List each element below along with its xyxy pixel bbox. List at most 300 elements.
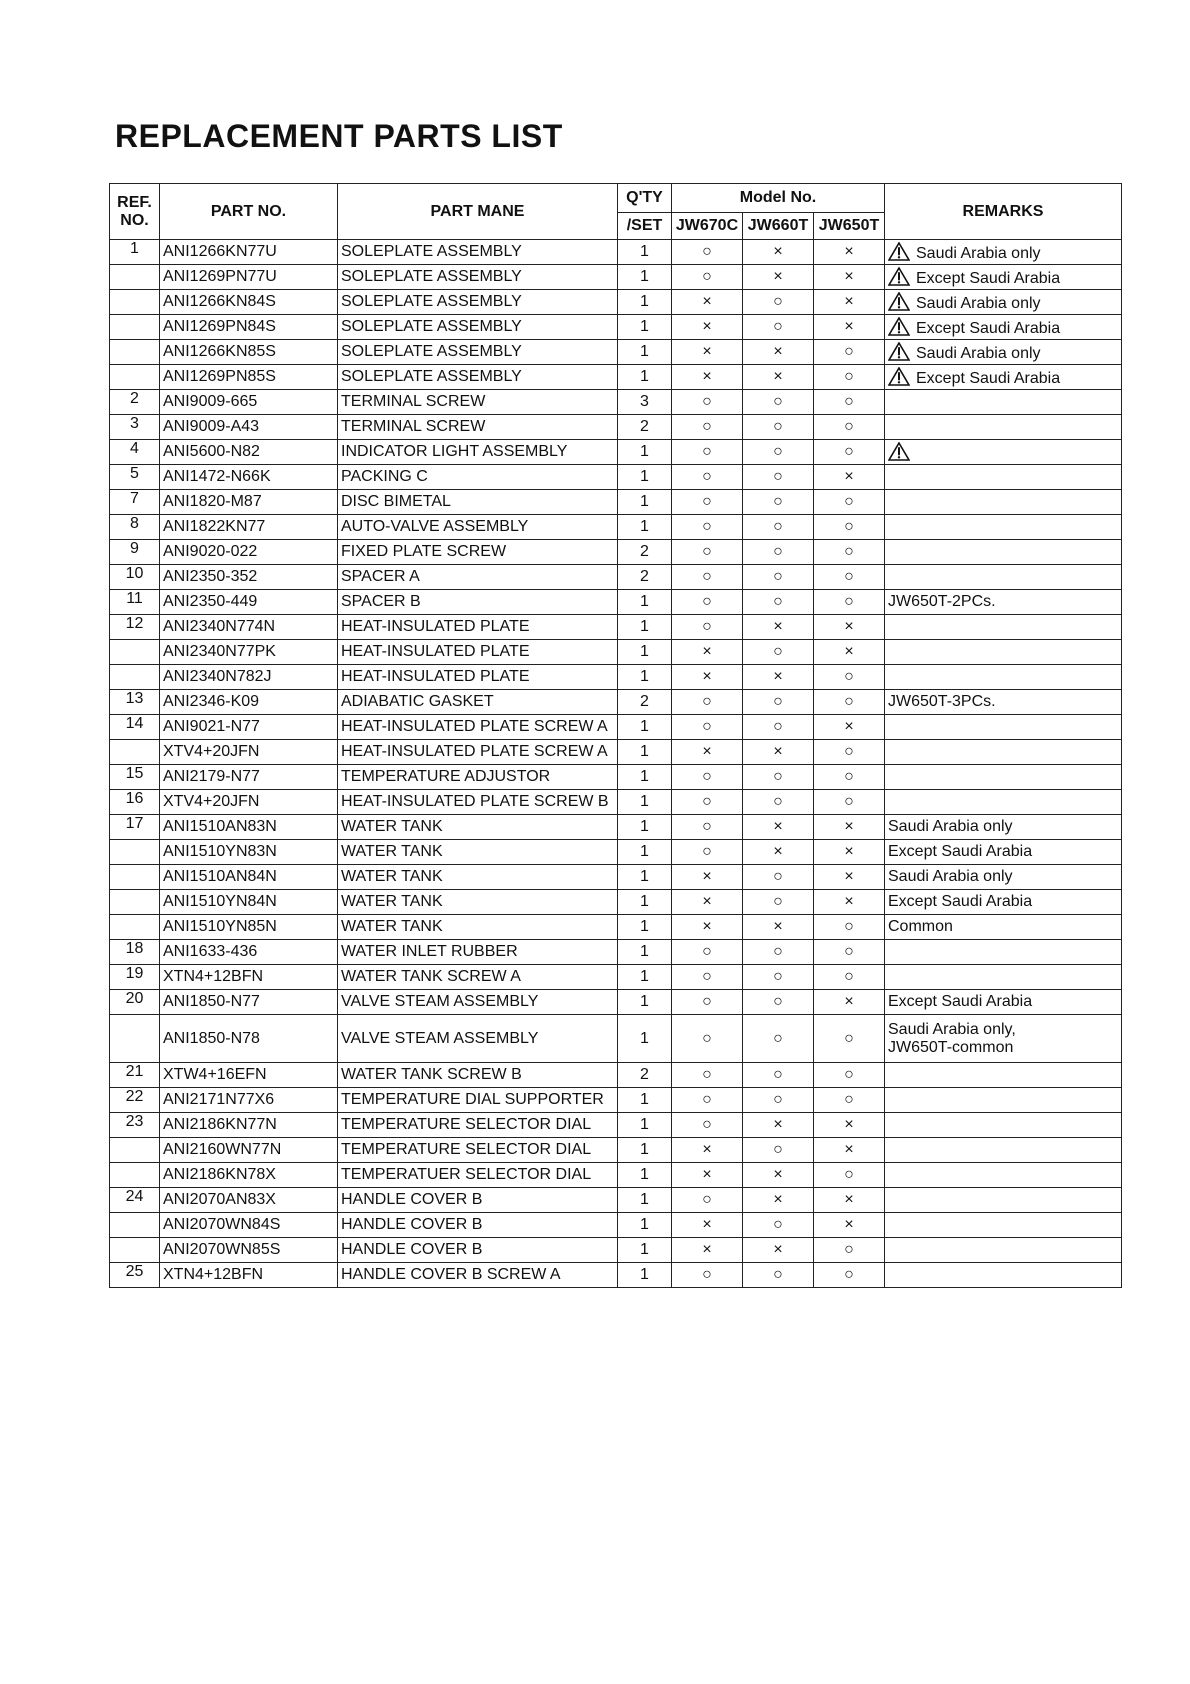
ref-no-cell: 24 bbox=[110, 1188, 160, 1213]
qty-cell: 1 bbox=[618, 940, 672, 965]
table-row bbox=[110, 690, 1122, 715]
qty-cell: 1 bbox=[618, 1263, 672, 1288]
part-name-cell: AUTO-VALVE ASSEMBLY bbox=[338, 515, 618, 540]
model-jw650t-cell: ○ bbox=[814, 765, 885, 790]
ref-no-cell: 10 bbox=[110, 565, 160, 590]
part-name-cell: FIXED PLATE SCREW bbox=[338, 540, 618, 565]
model-jw670c-cell: ○ bbox=[672, 840, 743, 865]
part-no-cell: XTV4+20JFN bbox=[160, 790, 338, 815]
part-name-cell: SOLEPLATE ASSEMBLY bbox=[338, 340, 618, 365]
part-name-cell: SOLEPLATE ASSEMBLY bbox=[338, 290, 618, 315]
table-row bbox=[110, 1163, 1122, 1188]
part-no-cell: ANI2346-K09 bbox=[160, 690, 338, 715]
remarks-text: Saudi Arabia only bbox=[916, 294, 1041, 312]
table-row bbox=[110, 440, 1122, 465]
model-jw670c-cell: ○ bbox=[672, 1113, 743, 1138]
qty-cell: 1 bbox=[618, 440, 672, 465]
ref-no-cell bbox=[110, 315, 160, 340]
model-jw650t-cell: × bbox=[814, 815, 885, 840]
part-no-cell: ANI9009-665 bbox=[160, 390, 338, 415]
table-row bbox=[110, 315, 1122, 340]
part-no-cell: ANI1472-N66K bbox=[160, 465, 338, 490]
ref-no-cell bbox=[110, 1213, 160, 1238]
warning-triangle-icon bbox=[888, 442, 910, 463]
model-jw650t-cell: ○ bbox=[814, 690, 885, 715]
part-name-cell: TEMPERATURE SELECTOR DIAL bbox=[338, 1113, 618, 1138]
part-no-cell: ANI1266KN84S bbox=[160, 290, 338, 315]
model-jw660t-cell: ○ bbox=[743, 940, 814, 965]
part-no-cell: ANI2171N77X6 bbox=[160, 1088, 338, 1113]
remarks-cell bbox=[885, 1163, 1122, 1188]
ref-no-cell: 20 bbox=[110, 990, 160, 1015]
part-no-header: PART NO. bbox=[160, 184, 338, 240]
model-jw670c-cell: × bbox=[672, 340, 743, 365]
part-no-cell: ANI1269PN77U bbox=[160, 265, 338, 290]
model-jw660t-cell: ○ bbox=[743, 865, 814, 890]
part-no-cell: XTN4+12BFN bbox=[160, 1263, 338, 1288]
model-jw670c-cell: ○ bbox=[672, 265, 743, 290]
part-no-cell: ANI2186KN78X bbox=[160, 1163, 338, 1188]
parts-table bbox=[109, 183, 1122, 1288]
part-name-cell: TEMPERATUER SELECTOR DIAL bbox=[338, 1163, 618, 1188]
ref-no-cell: 25 bbox=[110, 1263, 160, 1288]
table-row bbox=[110, 415, 1122, 440]
part-name-cell: TEMPERATURE SELECTOR DIAL bbox=[338, 1138, 618, 1163]
part-no-cell: ANI5600-N82 bbox=[160, 440, 338, 465]
part-no-cell: ANI2340N77PK bbox=[160, 640, 338, 665]
remarks-cell bbox=[885, 690, 1122, 715]
part-name-cell: SOLEPLATE ASSEMBLY bbox=[338, 265, 618, 290]
model-jw660t-cell: ○ bbox=[743, 715, 814, 740]
model-jw660t-cell: ○ bbox=[743, 1263, 814, 1288]
part-name-cell: WATER TANK bbox=[338, 815, 618, 840]
model-jw670c-cell: × bbox=[672, 865, 743, 890]
model-jw660t-cell: ○ bbox=[743, 990, 814, 1015]
part-no-cell: ANI2070WN85S bbox=[160, 1238, 338, 1263]
model-jw650t-cell: ○ bbox=[814, 390, 885, 415]
model-jw660t-cell: ○ bbox=[743, 540, 814, 565]
part-name-cell: WATER INLET RUBBER bbox=[338, 940, 618, 965]
model-jw650t-cell: ○ bbox=[814, 1015, 885, 1063]
qty-cell: 1 bbox=[618, 765, 672, 790]
model-jw660t-cell: ○ bbox=[743, 1213, 814, 1238]
model-jw670c-cell: ○ bbox=[672, 940, 743, 965]
qty-cell: 1 bbox=[618, 640, 672, 665]
part-name-cell: SOLEPLATE ASSEMBLY bbox=[338, 240, 618, 265]
table-row bbox=[110, 1263, 1122, 1288]
part-no-cell: ANI1266KN85S bbox=[160, 340, 338, 365]
model-jw670c-cell: ○ bbox=[672, 1063, 743, 1088]
ref-header-line2: NO. bbox=[120, 211, 149, 229]
model-jw650t-cell: ○ bbox=[814, 790, 885, 815]
ref-no-cell: 3 bbox=[110, 415, 160, 440]
ref-no-cell: 19 bbox=[110, 965, 160, 990]
warning-triangle-icon bbox=[888, 317, 910, 338]
model-jw650t-cell: × bbox=[814, 465, 885, 490]
part-name-cell: HANDLE COVER B bbox=[338, 1188, 618, 1213]
ref-no-cell: 16 bbox=[110, 790, 160, 815]
qty-cell: 1 bbox=[618, 340, 672, 365]
table-row bbox=[110, 290, 1122, 315]
remarks-text: Common bbox=[888, 918, 953, 935]
ref-no-cell: 23 bbox=[110, 1113, 160, 1138]
part-no-cell: ANI9020-022 bbox=[160, 540, 338, 565]
ref-no-cell: 14 bbox=[110, 715, 160, 740]
ref-no-cell: 13 bbox=[110, 690, 160, 715]
remarks-cell bbox=[885, 965, 1122, 990]
part-name-cell: WATER TANK bbox=[338, 865, 618, 890]
part-name-cell: DISC BIMETAL bbox=[338, 490, 618, 515]
qty-cell: 1 bbox=[618, 1188, 672, 1213]
model-jw660t-cell: ○ bbox=[743, 315, 814, 340]
table-row bbox=[110, 1113, 1122, 1138]
remarks-cell bbox=[885, 1263, 1122, 1288]
model-jw660t-cell: × bbox=[743, 1113, 814, 1138]
model-jw660t-cell: ○ bbox=[743, 490, 814, 515]
ref-no-cell bbox=[110, 1238, 160, 1263]
remarks-cell bbox=[885, 515, 1122, 540]
qty-cell: 1 bbox=[618, 1088, 672, 1113]
qty-cell: 1 bbox=[618, 865, 672, 890]
table-row bbox=[110, 990, 1122, 1015]
qty-cell: 1 bbox=[618, 665, 672, 690]
model-jw650t-cell: ○ bbox=[814, 1263, 885, 1288]
ref-no-cell: 18 bbox=[110, 940, 160, 965]
ref-no-cell: 21 bbox=[110, 1063, 160, 1088]
part-no-cell: ANI2186KN77N bbox=[160, 1113, 338, 1138]
model-jw650t-cell: ○ bbox=[814, 915, 885, 940]
part-no-cell: ANI1510YN84N bbox=[160, 890, 338, 915]
remarks-cell bbox=[885, 590, 1122, 615]
model-jw660t-cell: ○ bbox=[743, 290, 814, 315]
table-row bbox=[110, 565, 1122, 590]
qty-cell: 1 bbox=[618, 1163, 672, 1188]
ref-no-cell bbox=[110, 1015, 160, 1063]
table-row bbox=[110, 615, 1122, 640]
model-jw670c-cell: × bbox=[672, 1138, 743, 1163]
remarks-cell bbox=[885, 1213, 1122, 1238]
model-jw670c-cell: ○ bbox=[672, 240, 743, 265]
remarks-cell bbox=[885, 315, 1122, 340]
qty-cell: 2 bbox=[618, 415, 672, 440]
qty-header-bottom: /SET bbox=[618, 213, 672, 240]
qty-cell: 1 bbox=[618, 890, 672, 915]
part-no-cell: ANI1510YN83N bbox=[160, 840, 338, 865]
part-no-cell: ANI2350-352 bbox=[160, 565, 338, 590]
model-jw670c-cell: × bbox=[672, 365, 743, 390]
table-row bbox=[110, 540, 1122, 565]
qty-cell: 1 bbox=[618, 315, 672, 340]
model-jw660t-cell: × bbox=[743, 1238, 814, 1263]
model-jw670c-cell: ○ bbox=[672, 1015, 743, 1063]
qty-cell: 1 bbox=[618, 1015, 672, 1063]
table-row bbox=[110, 665, 1122, 690]
model-jw650t-cell: ○ bbox=[814, 740, 885, 765]
model-jw670c-cell: ○ bbox=[672, 1263, 743, 1288]
part-no-cell: ANI1850-N77 bbox=[160, 990, 338, 1015]
part-no-cell: ANI1269PN85S bbox=[160, 365, 338, 390]
model-jw650t-cell: × bbox=[814, 1213, 885, 1238]
remarks-cell bbox=[885, 790, 1122, 815]
model-jw660t-cell: × bbox=[743, 740, 814, 765]
ref-no-cell bbox=[110, 340, 160, 365]
model-jw660t-cell: ○ bbox=[743, 565, 814, 590]
model-jw660t-cell: × bbox=[743, 240, 814, 265]
ref-no-cell bbox=[110, 365, 160, 390]
warning-triangle-icon bbox=[888, 292, 910, 313]
qty-cell: 1 bbox=[618, 1238, 672, 1263]
table-row bbox=[110, 815, 1122, 840]
remarks-cell bbox=[885, 1015, 1122, 1063]
model-jw660t-cell: ○ bbox=[743, 1063, 814, 1088]
ref-no-cell bbox=[110, 1138, 160, 1163]
remarks-cell bbox=[885, 415, 1122, 440]
model-jw650t-cell: × bbox=[814, 715, 885, 740]
table-row bbox=[110, 1015, 1122, 1063]
model-jw650t-cell: × bbox=[814, 315, 885, 340]
model-jw650t-cell: × bbox=[814, 640, 885, 665]
warning-triangle-icon bbox=[888, 342, 910, 363]
table-row bbox=[110, 365, 1122, 390]
qty-cell: 1 bbox=[618, 1113, 672, 1138]
model-jw670c-cell: ○ bbox=[672, 390, 743, 415]
model-jw660t-cell: × bbox=[743, 365, 814, 390]
part-name-cell: SPACER B bbox=[338, 590, 618, 615]
warning-triangle-icon bbox=[888, 242, 910, 263]
remarks-text: Saudi Arabia only bbox=[916, 244, 1041, 262]
part-no-cell: ANI2070AN83X bbox=[160, 1188, 338, 1213]
model-jw650t-cell: ○ bbox=[814, 1063, 885, 1088]
model-jw670c-cell: ○ bbox=[672, 990, 743, 1015]
part-name-cell: WATER TANK SCREW A bbox=[338, 965, 618, 990]
table-row bbox=[110, 340, 1122, 365]
model-jw650t-cell: × bbox=[814, 265, 885, 290]
qty-cell: 1 bbox=[618, 240, 672, 265]
model-jw670c-cell: ○ bbox=[672, 440, 743, 465]
model-jw650t-cell: ○ bbox=[814, 590, 885, 615]
model-jw650t-cell: × bbox=[814, 1113, 885, 1138]
model-jw670c-cell: ○ bbox=[672, 540, 743, 565]
model-jw670c-cell: × bbox=[672, 915, 743, 940]
part-no-cell: ANI2350-449 bbox=[160, 590, 338, 615]
remarks-cell bbox=[885, 240, 1122, 265]
qty-cell: 1 bbox=[618, 365, 672, 390]
part-name-cell: HANDLE COVER B SCREW A bbox=[338, 1263, 618, 1288]
qty-cell: 1 bbox=[618, 740, 672, 765]
part-no-cell: ANI1510AN83N bbox=[160, 815, 338, 840]
model-jw650t-cell: × bbox=[814, 290, 885, 315]
table-row bbox=[110, 740, 1122, 765]
remarks-text: JW650T-2PCs. bbox=[888, 593, 996, 610]
qty-cell: 1 bbox=[618, 615, 672, 640]
ref-no-cell bbox=[110, 665, 160, 690]
model-jw670c-cell: × bbox=[672, 290, 743, 315]
model-jw650t-cell: × bbox=[814, 890, 885, 915]
part-no-cell: ANI2070WN84S bbox=[160, 1213, 338, 1238]
ref-no-cell: 1 bbox=[110, 240, 160, 265]
qty-cell: 1 bbox=[618, 590, 672, 615]
ref-no-header bbox=[110, 184, 160, 240]
table-row bbox=[110, 240, 1122, 265]
table-row bbox=[110, 915, 1122, 940]
part-no-cell: ANI1510YN85N bbox=[160, 915, 338, 940]
remarks-cell bbox=[885, 740, 1122, 765]
model-jw650t-cell: × bbox=[814, 240, 885, 265]
model-jw650t-cell: × bbox=[814, 1138, 885, 1163]
model-jw660t-cell: × bbox=[743, 665, 814, 690]
ref-no-cell: 22 bbox=[110, 1088, 160, 1113]
model-jw670c-cell: × bbox=[672, 665, 743, 690]
model-jw670c-cell: × bbox=[672, 890, 743, 915]
part-no-cell: ANI2340N774N bbox=[160, 615, 338, 640]
model-jw670c-cell: ○ bbox=[672, 565, 743, 590]
qty-cell: 2 bbox=[618, 540, 672, 565]
table-row bbox=[110, 465, 1122, 490]
qty-cell: 1 bbox=[618, 965, 672, 990]
part-name-cell: TEMPERATURE ADJUSTOR bbox=[338, 765, 618, 790]
model-jw650t-cell: ○ bbox=[814, 415, 885, 440]
part-name-cell: SOLEPLATE ASSEMBLY bbox=[338, 315, 618, 340]
remarks-text: JW650T-3PCs. bbox=[888, 693, 996, 710]
model-jw650t-cell: ○ bbox=[814, 365, 885, 390]
model-jw660t-cell: ○ bbox=[743, 390, 814, 415]
model-jw660t-cell: ○ bbox=[743, 690, 814, 715]
table-row bbox=[110, 390, 1122, 415]
table-row bbox=[110, 640, 1122, 665]
model-jw650t-cell: ○ bbox=[814, 490, 885, 515]
model-jw660t-cell: ○ bbox=[743, 1088, 814, 1113]
qty-cell: 2 bbox=[618, 690, 672, 715]
part-no-cell: ANI2160WN77N bbox=[160, 1138, 338, 1163]
remarks-cell bbox=[885, 490, 1122, 515]
part-name-cell: HEAT-INSULATED PLATE bbox=[338, 665, 618, 690]
model-jw660t-cell: ○ bbox=[743, 890, 814, 915]
qty-cell: 1 bbox=[618, 815, 672, 840]
part-no-cell: XTV4+20JFN bbox=[160, 740, 338, 765]
remarks-cell bbox=[885, 990, 1122, 1015]
part-name-cell: WATER TANK SCREW B bbox=[338, 1063, 618, 1088]
qty-cell: 3 bbox=[618, 390, 672, 415]
table-row bbox=[110, 1063, 1122, 1088]
model-jw670c-cell: ○ bbox=[672, 1188, 743, 1213]
model-jw670c-cell: ○ bbox=[672, 965, 743, 990]
remarks-cell bbox=[885, 1113, 1122, 1138]
model-jw650t-cell: ○ bbox=[814, 565, 885, 590]
remarks-header: REMARKS bbox=[885, 184, 1122, 240]
model-jw650t-cell: × bbox=[814, 1188, 885, 1213]
remarks-cell bbox=[885, 1238, 1122, 1263]
model-jw660t-cell: × bbox=[743, 1188, 814, 1213]
model-jw660t-cell: ○ bbox=[743, 965, 814, 990]
model-jw650t-cell: ○ bbox=[814, 665, 885, 690]
part-no-cell: ANI1822KN77 bbox=[160, 515, 338, 540]
model-jw660t-cell: × bbox=[743, 265, 814, 290]
model-jw660t-cell: × bbox=[743, 1163, 814, 1188]
qty-cell: 1 bbox=[618, 1138, 672, 1163]
remarks-cell bbox=[885, 915, 1122, 940]
qty-cell: 1 bbox=[618, 790, 672, 815]
remarks-text: Saudi Arabia only bbox=[888, 868, 1013, 885]
remarks-cell bbox=[885, 815, 1122, 840]
remarks-text: Except Saudi Arabia bbox=[916, 269, 1061, 287]
ref-no-cell bbox=[110, 290, 160, 315]
model-jw650t-cell: ○ bbox=[814, 1088, 885, 1113]
qty-cell: 1 bbox=[618, 265, 672, 290]
model-jw670c-cell: × bbox=[672, 1213, 743, 1238]
remarks-cell bbox=[885, 265, 1122, 290]
model-jw670c-cell: ○ bbox=[672, 1088, 743, 1113]
model-jw670c-cell: × bbox=[672, 640, 743, 665]
model-jw660t-cell: × bbox=[743, 915, 814, 940]
model-jw660t-cell: ○ bbox=[743, 1138, 814, 1163]
table-row bbox=[110, 1213, 1122, 1238]
table-row bbox=[110, 765, 1122, 790]
part-name-cell: WATER TANK bbox=[338, 890, 618, 915]
model-jw660t-cell: ○ bbox=[743, 790, 814, 815]
part-name-cell: TERMINAL SCREW bbox=[338, 415, 618, 440]
model-jw650t-cell: ○ bbox=[814, 515, 885, 540]
qty-header-top: Q'TY bbox=[618, 184, 672, 213]
ref-no-cell: 5 bbox=[110, 465, 160, 490]
qty-cell: 1 bbox=[618, 840, 672, 865]
part-name-cell: SPACER A bbox=[338, 565, 618, 590]
remarks-text: Except Saudi Arabia bbox=[888, 843, 1033, 860]
remarks-cell bbox=[885, 765, 1122, 790]
model-jw650t-cell: ○ bbox=[814, 540, 885, 565]
model-jw670c-cell: × bbox=[672, 740, 743, 765]
model-jw660t-cell: ○ bbox=[743, 440, 814, 465]
part-name-cell: HEAT-INSULATED PLATE SCREW A bbox=[338, 740, 618, 765]
qty-cell: 1 bbox=[618, 465, 672, 490]
qty-cell: 1 bbox=[618, 515, 672, 540]
ref-no-cell bbox=[110, 865, 160, 890]
model-jw660t-cell: ○ bbox=[743, 515, 814, 540]
model-jw660t-cell: ○ bbox=[743, 590, 814, 615]
part-no-cell: XTW4+16EFN bbox=[160, 1063, 338, 1088]
table-row bbox=[110, 1138, 1122, 1163]
part-no-cell: ANI2340N782J bbox=[160, 665, 338, 690]
remarks-cell bbox=[885, 290, 1122, 315]
model-jw650t-cell: × bbox=[814, 615, 885, 640]
table-row bbox=[110, 1088, 1122, 1113]
model-no-header: Model No. bbox=[672, 184, 885, 213]
table-row bbox=[110, 590, 1122, 615]
part-name-cell: SOLEPLATE ASSEMBLY bbox=[338, 365, 618, 390]
part-name-cell: VALVE STEAM ASSEMBLY bbox=[338, 990, 618, 1015]
ref-no-cell: 7 bbox=[110, 490, 160, 515]
model-jw650t-header: JW650T bbox=[814, 213, 885, 240]
ref-no-cell: 8 bbox=[110, 515, 160, 540]
ref-no-cell: 17 bbox=[110, 815, 160, 840]
remarks-cell bbox=[885, 615, 1122, 640]
ref-no-cell bbox=[110, 890, 160, 915]
remarks-text: Saudi Arabia only bbox=[888, 818, 1013, 835]
table-row bbox=[110, 715, 1122, 740]
model-jw670c-cell: ○ bbox=[672, 790, 743, 815]
part-no-cell: ANI1266KN77U bbox=[160, 240, 338, 265]
remarks-text: Except Saudi Arabia bbox=[916, 319, 1061, 337]
model-jw670c-cell: ○ bbox=[672, 765, 743, 790]
part-name-cell: TERMINAL SCREW bbox=[338, 390, 618, 415]
ref-no-cell: 12 bbox=[110, 615, 160, 640]
table-row bbox=[110, 840, 1122, 865]
remarks-text-line2: JW650T-common bbox=[888, 1038, 1014, 1056]
model-jw670c-cell: ○ bbox=[672, 465, 743, 490]
part-no-cell: ANI9009-A43 bbox=[160, 415, 338, 440]
ref-no-cell bbox=[110, 915, 160, 940]
remarks-cell bbox=[885, 1188, 1122, 1213]
remarks-cell bbox=[885, 365, 1122, 390]
